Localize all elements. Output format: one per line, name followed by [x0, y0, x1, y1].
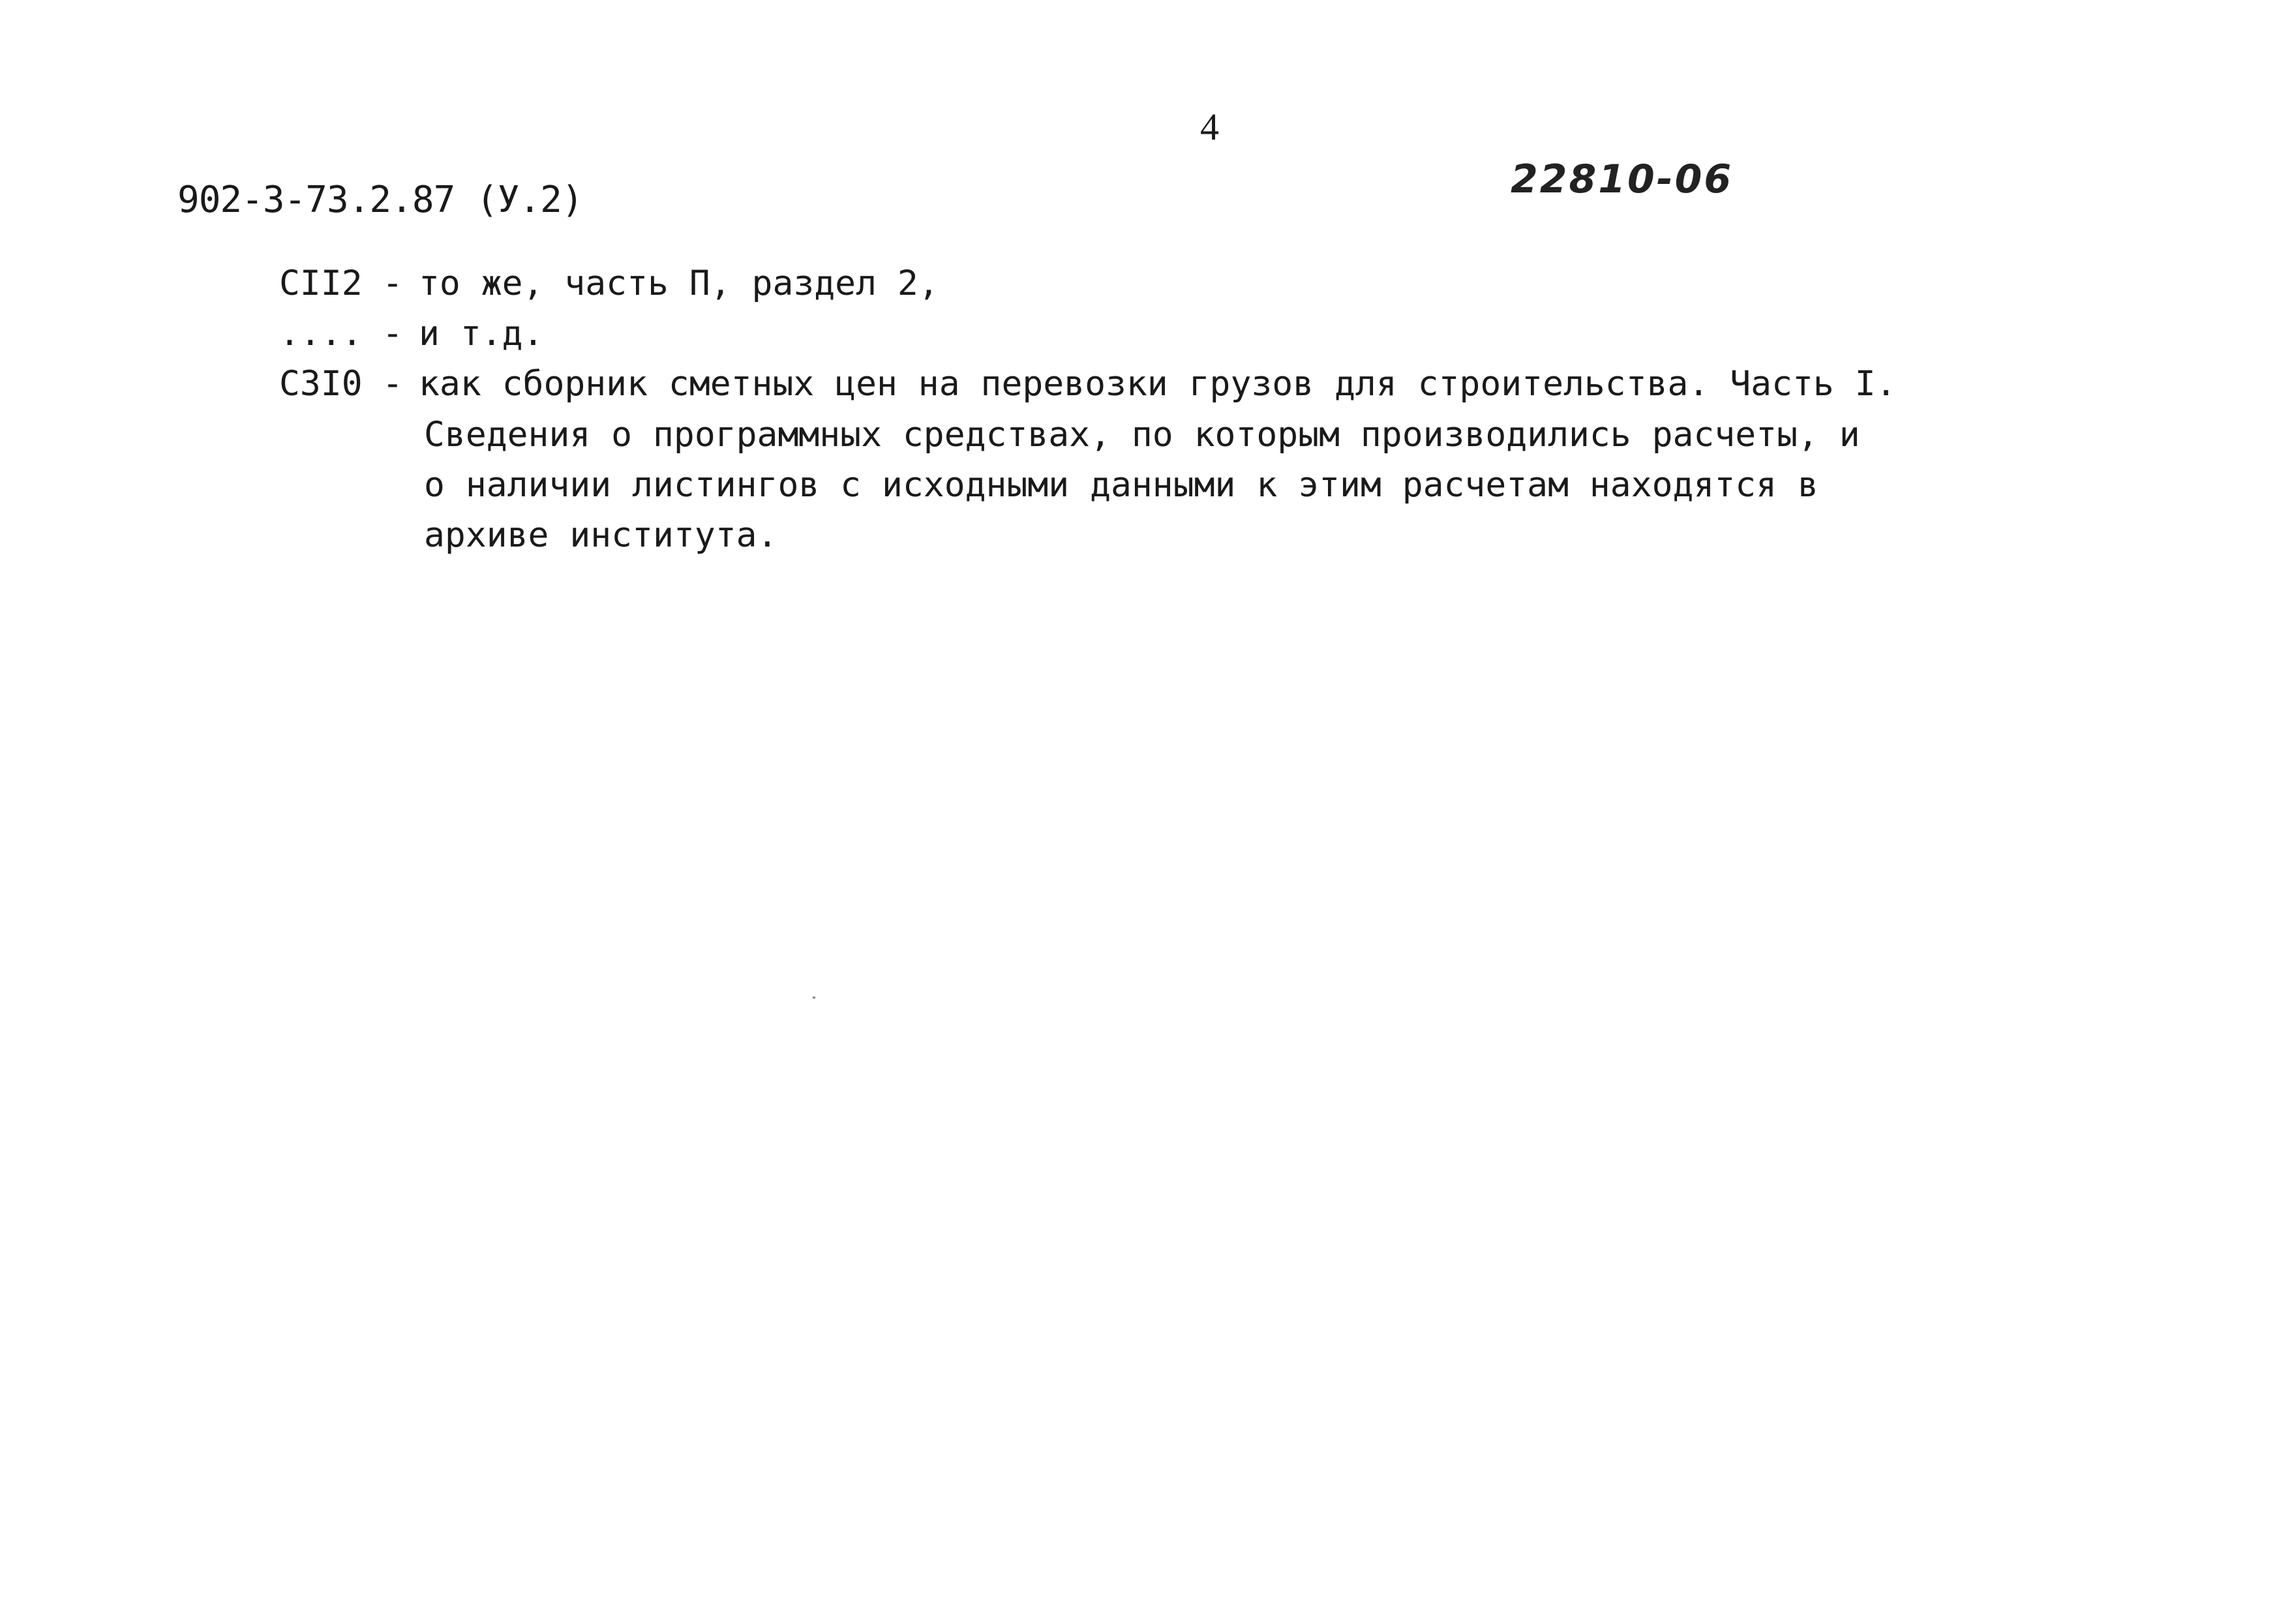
page-number: 4 — [1200, 106, 1219, 148]
abbreviation-code: СII2 — [279, 263, 363, 303]
note-line: о наличии листингов с исходными данными к этим расчетам находятся в — [424, 465, 1818, 505]
abbreviation-dash: - — [382, 364, 403, 404]
note-line: Сведения о программных средствах, по которым производились расчеты, и — [424, 415, 1860, 455]
abbreviation-list — [279, 258, 1910, 409]
abbreviation-dash: - — [382, 263, 403, 303]
inventory-stamp-number: 22810-06 — [1511, 157, 1734, 202]
abbreviation-entry — [279, 258, 1910, 308]
abbreviation-code: .... — [279, 314, 363, 353]
abbreviation-text: и т.д. — [419, 314, 544, 353]
document-code: 902-3-73.2.87 (У.2) — [177, 179, 583, 221]
abbreviation-dash: - — [382, 314, 403, 353]
software-note-paragraph — [424, 410, 1924, 560]
abbreviation-entry — [279, 359, 1910, 409]
abbreviation-entry — [279, 308, 1910, 359]
note-line: архиве института. — [424, 515, 778, 555]
scan-speck — [813, 997, 815, 999]
abbreviation-text: как сборник сметных цен на перевозки грузов для строительства. Часть I. — [419, 364, 1897, 404]
abbreviation-text: то же, часть П, раздел 2, — [419, 263, 939, 303]
abbreviation-code: С3I0 — [279, 364, 363, 404]
